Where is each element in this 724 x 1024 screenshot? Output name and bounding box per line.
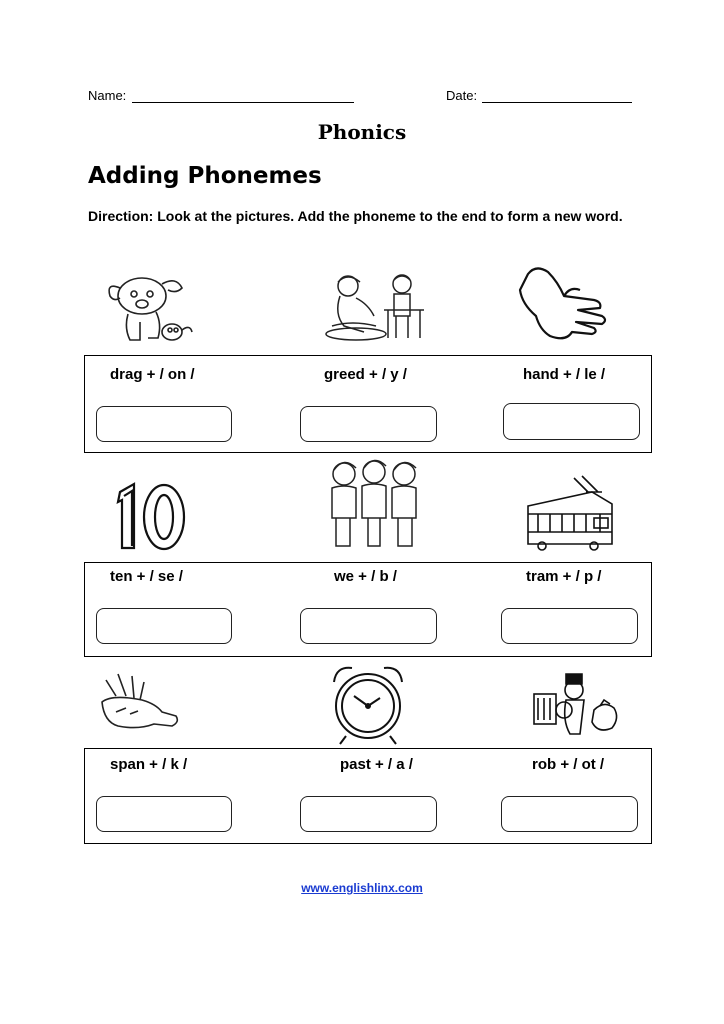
word-prompt: past + / a / [340,756,413,773]
word-prompt: rob + / ot / [532,756,605,773]
answer-box[interactable] [96,406,232,442]
hand-spanning-icon [96,672,180,736]
answer-box[interactable] [300,796,437,832]
alarm-clock-icon [328,662,408,746]
three-kids-icon [326,458,422,552]
tram-icon [524,474,620,554]
date-label: Date: [446,88,478,103]
dog-icon [100,270,196,350]
footer-link[interactable]: www.englishlinx.com [301,881,423,895]
section-title: Adding Phonemes [88,163,322,189]
answer-box[interactable] [300,406,437,442]
name-label: Name: [88,88,127,103]
word-prompt: span + / k / [110,756,188,773]
number-ten-icon [114,480,190,554]
answer-box[interactable] [501,796,638,832]
word-prompt: ten + / se / [110,568,183,585]
direction-text: Direction: Look at the pictures. Add the phoneme to the end to form a new word. [88,208,623,224]
answer-box[interactable] [96,608,232,644]
name-line[interactable] [132,102,354,103]
answer-box[interactable] [503,403,640,440]
hand-icon [522,260,612,340]
word-prompt: drag + / on / [110,366,195,383]
page-title: Phonics [317,120,407,144]
word-prompt: tram + / p / [526,568,602,585]
word-prompt: greed + / y / [324,366,407,383]
date-line[interactable] [482,102,632,103]
boys-eating-icon [320,270,430,350]
answer-box[interactable] [501,608,638,644]
word-prompt: we + / b / [334,568,397,585]
answer-box[interactable] [300,608,437,644]
word-prompt: hand + / le / [523,366,606,383]
answer-box[interactable] [96,796,232,832]
robber-icon [530,670,622,742]
